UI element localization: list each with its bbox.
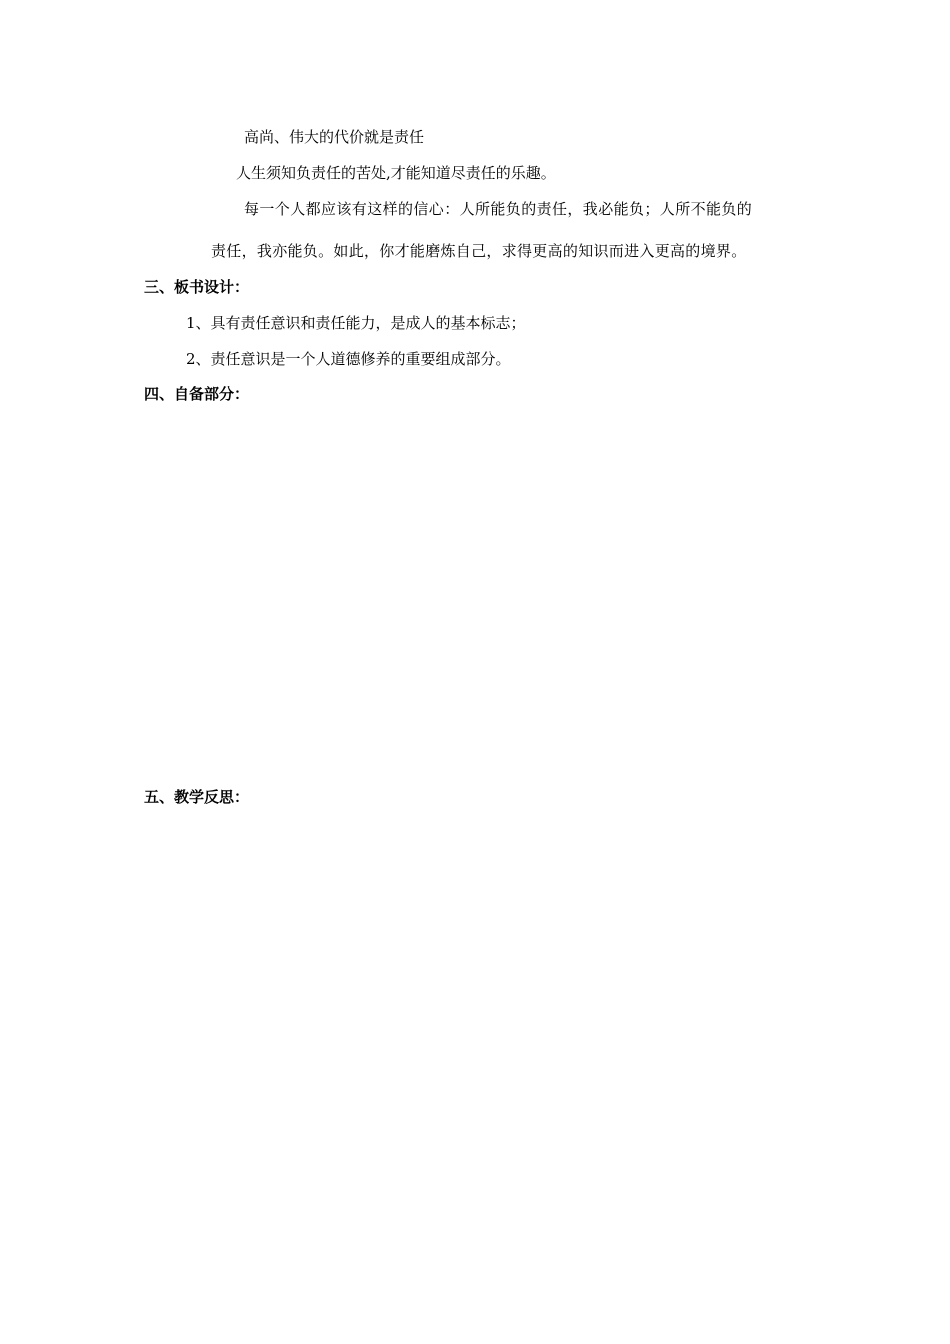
quote-line-1: 高尚、伟大的代价就是责任	[244, 128, 425, 146]
board-design-item-1: 1、具有责任意识和责任能力，是成人的基本标志；	[186, 314, 526, 332]
section-5-heading: 五、教学反思：	[144, 788, 250, 806]
quote-line-2: 人生须知负责任的苦处,才能知道尽责任的乐趣。	[236, 164, 556, 182]
section-4-heading: 四、自备部分：	[144, 385, 250, 403]
quote-line-3b: 责任，我亦能负。如此，你才能磨炼自己，求得更高的知识而进入更高的境界。	[211, 242, 747, 260]
board-design-item-2: 2、责任意识是一个人道德修养的重要组成部分。	[186, 350, 511, 368]
section-3-heading: 三、板书设计：	[144, 278, 250, 296]
quote-line-3a: 每一个人都应该有这样的信心：人所能负的责任，我必能负；人所不能负的	[244, 200, 753, 218]
